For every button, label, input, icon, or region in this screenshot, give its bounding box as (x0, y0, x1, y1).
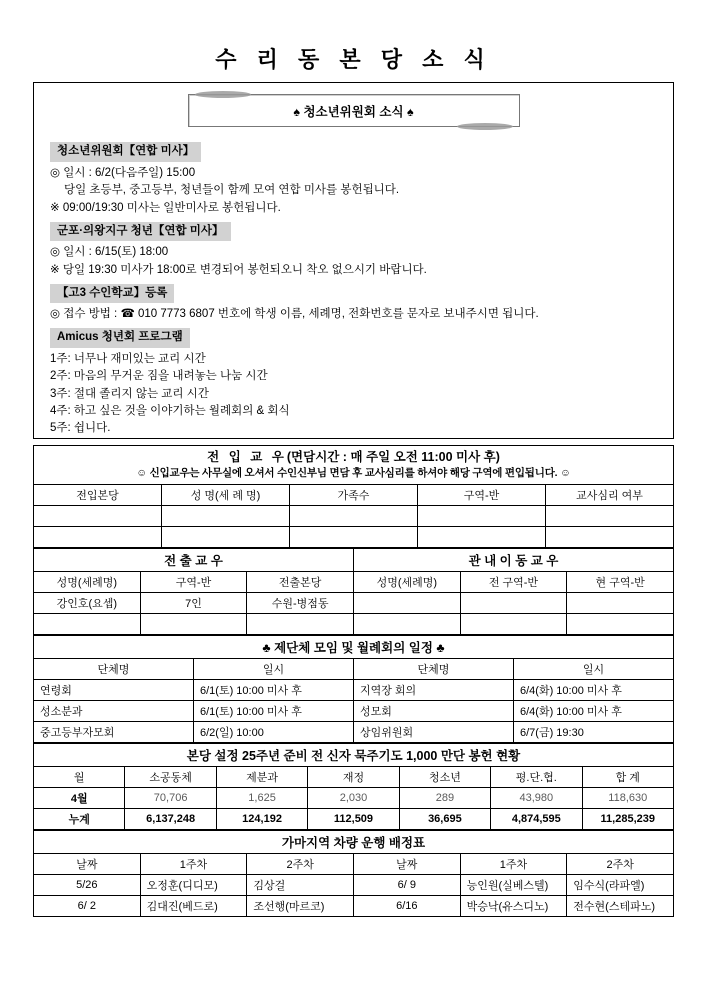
table-cell: 누계 (34, 809, 125, 830)
youth-section-label: Amicus 청년회 프로그램 (50, 328, 190, 347)
youth-line: ◎ 일시 : 6/15(토) 18:00 (50, 246, 169, 259)
table-row (34, 809, 674, 830)
prayer-stats-body (34, 788, 674, 830)
column-header: 성 명(세 례 명) (162, 485, 290, 506)
table-cell: 지역장 회의 (354, 680, 514, 701)
column-header: 1주차 (140, 854, 247, 875)
table-row (34, 680, 674, 701)
table-cell (418, 527, 546, 548)
table-cell: 6/4(화) 10:00 미사 후 (514, 701, 674, 722)
youth-banner-title: ♠ 청소년위원회 소식 ♠ (188, 94, 520, 127)
incoming-members-table (33, 445, 674, 548)
table-cell: 전수현(스테파노) (567, 896, 674, 917)
table-cell: 연령회 (34, 680, 194, 701)
group-meetings-table (33, 635, 674, 743)
table-cell: 4,874,595 (491, 809, 582, 830)
table-row (34, 593, 674, 614)
youth-line: ◎ 접수 방법 : ☎ 010 7773 6807 번호에 학생 이름, 세례명, 전화번호를 문자로 보내주시면 됩니다. (50, 308, 539, 321)
shuttle-schedule-block (33, 830, 674, 917)
table-cell (34, 506, 162, 527)
table-cell (567, 614, 674, 635)
table-cell (567, 593, 674, 614)
group-meetings-title-row (34, 636, 674, 659)
table-cell: 6/1(토) 10:00 미사 후 (194, 701, 354, 722)
youth-section-label: 군포·의왕지구 청년【연합 미사】 (50, 222, 231, 241)
table-cell: 김상걸 (247, 875, 354, 896)
transfer-internal-title: 관 내 이 동 교 우 (353, 549, 673, 572)
shuttle-title-row (34, 831, 674, 854)
table-cell: 강인호(요셉) (34, 593, 141, 614)
youth-section-lines (46, 306, 661, 324)
column-header: 단체명 (34, 659, 194, 680)
prayer-stats-header-row (34, 767, 674, 788)
table-cell: 6/4(화) 10:00 미사 후 (514, 680, 674, 701)
table-cell (418, 506, 546, 527)
table-cell: 43,980 (491, 788, 582, 809)
table-cell: 11,285,239 (582, 809, 673, 830)
table-row (34, 527, 674, 548)
transfer-title-row (34, 549, 674, 572)
table-cell: 4월 (34, 788, 125, 809)
youth-line: 3주: 절대 졸리지 않는 교리 시간 (50, 387, 209, 400)
youth-line: ◎ 일시 : 6/2(다음주일) 15:00 (50, 166, 196, 179)
table-cell: 2,030 (308, 788, 399, 809)
column-header: 월 (34, 767, 125, 788)
table-cell: 수원-병점동 (247, 593, 354, 614)
column-header: 구역-반 (140, 572, 247, 593)
column-header: 전입본당 (34, 485, 162, 506)
table-cell (290, 527, 418, 548)
group-meetings-title: ♣ 제단체 모임 및 월례회의 일정 ♣ (34, 636, 674, 659)
table-cell: 124,192 (216, 809, 307, 830)
table-cell: 6/2(일) 10:00 (194, 722, 354, 743)
table-cell: 112,509 (308, 809, 399, 830)
group-meetings-body (34, 680, 674, 743)
column-header: 전출본당 (247, 572, 354, 593)
column-header: 현 구역-반 (567, 572, 674, 593)
youth-line: ※ 09:00/19:30 미사는 일반미사로 봉헌됩니다. (50, 202, 281, 215)
youth-section-lines (46, 244, 661, 280)
table-cell (247, 614, 354, 635)
shuttle-schedule-table (33, 830, 674, 917)
prayer-stats-table (33, 743, 674, 830)
prayer-stats-title-row (34, 744, 674, 767)
youth-banner-wrap (46, 94, 661, 127)
table-cell (290, 506, 418, 527)
table-cell (546, 527, 674, 548)
table-row (34, 701, 674, 722)
table-cell: 능인원(실베스텔) (460, 875, 567, 896)
youth-section (46, 280, 661, 324)
incoming-body (34, 506, 674, 548)
table-title-row (34, 446, 674, 485)
incoming-header-row (34, 485, 674, 506)
youth-section-label: 청소년위원회【연합 미사】 (50, 142, 201, 161)
column-header: 날짜 (34, 854, 141, 875)
youth-line: 당일 초등부, 중고등부, 청년들이 함께 모여 연합 미사를 봉헌됩니다. (64, 184, 400, 197)
column-header: 단체명 (354, 659, 514, 680)
table-cell (353, 614, 460, 635)
transfer-header-row (34, 572, 674, 593)
table-cell: 박승낙(유스디노) (460, 896, 567, 917)
table-cell: 6/ 2 (34, 896, 141, 917)
transfer-out-title: 전 출 교 우 (34, 549, 354, 572)
column-header: 날짜 (353, 854, 460, 875)
youth-sections (46, 138, 661, 438)
youth-section (46, 324, 661, 438)
youth-committee-panel (33, 82, 674, 439)
table-cell (162, 527, 290, 548)
prayer-stats-title: 본당 설정 25주년 준비 전 신자 묵주기도 1,000 만단 봉헌 현황 (34, 744, 674, 767)
youth-section-lines (46, 351, 661, 438)
table-cell (34, 527, 162, 548)
table-cell (34, 614, 141, 635)
column-header: 평.단.협. (491, 767, 582, 788)
table-cell: 성소분과 (34, 701, 194, 722)
transfer-members-block (33, 548, 674, 635)
table-cell (162, 506, 290, 527)
column-header: 제분과 (216, 767, 307, 788)
column-header: 교사심리 여부 (546, 485, 674, 506)
table-row (34, 875, 674, 896)
table-row (34, 722, 674, 743)
column-header: 성명(세례명) (353, 572, 460, 593)
table-cell: 조선행(마르코) (247, 896, 354, 917)
table-row (34, 506, 674, 527)
table-cell: 289 (399, 788, 490, 809)
column-header: 재정 (308, 767, 399, 788)
table-cell: 김대진(베드로) (140, 896, 247, 917)
youth-line: 1주: 너무나 재미있는 교리 시간 (50, 352, 206, 365)
table-cell: 오정훈(디디모) (140, 875, 247, 896)
table-cell: 36,695 (399, 809, 490, 830)
incoming-title-sub: ☺ 신입교우는 사무실에 오셔서 수인신부님 면담 후 교사심리를 하셔야 해당 구역에 편입됩니다. ☺ (136, 467, 571, 480)
table-row (34, 614, 674, 635)
table-cell (460, 614, 567, 635)
table-cell (140, 614, 247, 635)
table-cell: 성모회 (354, 701, 514, 722)
column-header: 가족수 (290, 485, 418, 506)
youth-line: ※ 당일 19:30 미사가 18:00로 변경되어 봉헌되오니 착오 없으시기 바랍니다. (50, 264, 427, 277)
incoming-members-block (33, 445, 674, 548)
column-header: 성명(세례명) (34, 572, 141, 593)
table-cell (353, 593, 460, 614)
column-header: 청소년 (399, 767, 490, 788)
column-header: 구역-반 (418, 485, 546, 506)
column-header: 일시 (194, 659, 354, 680)
group-meetings-block (33, 635, 674, 743)
column-header: 2주차 (247, 854, 354, 875)
table-cell (546, 506, 674, 527)
table-cell: 7인 (140, 593, 247, 614)
table-cell: 임수식(라파엘) (567, 875, 674, 896)
prayer-stats-block (33, 743, 674, 830)
youth-section (46, 138, 661, 218)
table-cell: 118,630 (582, 788, 673, 809)
table-cell: 중고등부자모회 (34, 722, 194, 743)
shuttle-title: 가마지역 차량 운행 배정표 (34, 831, 674, 854)
table-cell: 6/16 (353, 896, 460, 917)
shuttle-body (34, 875, 674, 917)
page-title: 수 리 동 본 당 소 식 (215, 47, 492, 72)
table-cell: 1,625 (216, 788, 307, 809)
column-header: 전 구역-반 (460, 572, 567, 593)
transfer-body (34, 593, 674, 635)
table-row (34, 788, 674, 809)
column-header: 합 계 (582, 767, 673, 788)
group-meetings-header-row (34, 659, 674, 680)
youth-section-label: 【고3 수인학교】등록 (50, 284, 174, 303)
transfer-members-table (33, 548, 674, 635)
table-row (34, 896, 674, 917)
incoming-title-main: 전 입 교 우(면담시간 : 매 주일 오전 11:00 미사 후) (207, 450, 500, 465)
table-cell: 6/1(토) 10:00 미사 후 (194, 680, 354, 701)
shuttle-header-row (34, 854, 674, 875)
youth-line: 4주: 하고 싶은 것을 이야기하는 월례회의 & 회식 (50, 404, 290, 417)
youth-section-lines (46, 165, 661, 218)
column-header: 소공동체 (125, 767, 216, 788)
table-cell: 6/7(금) 19:30 (514, 722, 674, 743)
youth-section (46, 218, 661, 280)
table-cell: 5/26 (34, 875, 141, 896)
table-cell (460, 593, 567, 614)
youth-line: 2주: 마음의 무거운 짐을 내려놓는 나눔 시간 (50, 370, 268, 383)
table-cell: 6/ 9 (353, 875, 460, 896)
table-cell: 70,706 (125, 788, 216, 809)
table-cell: 6,137,248 (125, 809, 216, 830)
youth-line: 5주: 쉽니다. (50, 422, 111, 435)
column-header: 1주차 (460, 854, 567, 875)
incoming-title-cell (34, 446, 674, 485)
column-header: 2주차 (567, 854, 674, 875)
column-header: 일시 (514, 659, 674, 680)
table-cell: 상임위원회 (354, 722, 514, 743)
